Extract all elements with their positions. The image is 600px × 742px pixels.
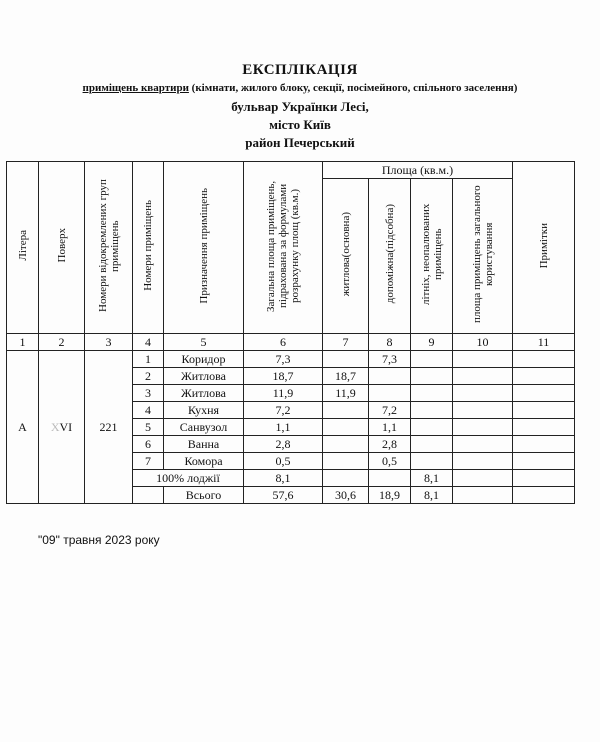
room-summer: [411, 351, 453, 368]
room-common: [453, 453, 513, 470]
floor-blurred: X: [50, 419, 60, 434]
total-common: [453, 487, 513, 504]
column-number: 6: [244, 334, 323, 351]
room-purpose: Житлова: [164, 385, 244, 402]
address-city: місто Київ: [269, 117, 331, 132]
loggia-label: 100% лоджії: [133, 470, 244, 487]
room-aux: 0,5: [369, 453, 411, 470]
room-common: [453, 385, 513, 402]
room-aux: 7,3: [369, 351, 411, 368]
room-notes: [513, 402, 575, 419]
total-living: 30,6: [323, 487, 369, 504]
room-number: 6: [133, 436, 164, 453]
subtitle-rest: (кімнати, жилого блоку, секції, посімейного, спільного заселення): [188, 82, 518, 94]
table-row: [7, 351, 575, 368]
room-total: 11,9: [244, 385, 323, 402]
subtitle-underlined: приміщень квартири: [82, 82, 189, 94]
column-numbers-row: [7, 334, 575, 351]
room-purpose: Коридор: [164, 351, 244, 368]
loggia-aux: [369, 470, 411, 487]
loggia-total: 8,1: [244, 470, 323, 487]
header-notes: Примітки: [513, 162, 575, 334]
room-purpose: Комора: [164, 453, 244, 470]
header-purpose: Призначення приміщень: [164, 162, 244, 334]
header-total-area: Загальна площа приміщень, підрахована за формулами розрахунку площ (кв.м.): [244, 162, 323, 334]
room-total: 1,1: [244, 419, 323, 436]
room-number: 1: [133, 351, 164, 368]
header-room-numbers: Номери приміщень: [133, 162, 164, 334]
room-living: [323, 351, 369, 368]
room-purpose: Кухня: [164, 402, 244, 419]
room-total: 18,7: [244, 368, 323, 385]
room-purpose: Санвузол: [164, 419, 244, 436]
total-label: Всього: [164, 487, 244, 504]
room-aux: 2,8: [369, 436, 411, 453]
column-number: 8: [369, 334, 411, 351]
room-summer: [411, 385, 453, 402]
column-number: 10: [453, 334, 513, 351]
room-summer: [411, 368, 453, 385]
room-total: 0,5: [244, 453, 323, 470]
room-total: 7,2: [244, 402, 323, 419]
room-number: 5: [133, 419, 164, 436]
room-summer: [411, 402, 453, 419]
loggia-common: [453, 470, 513, 487]
header-group-numbers: Номери відокремлених груп приміщень: [85, 162, 133, 334]
column-number: 4: [133, 334, 164, 351]
room-common: [453, 436, 513, 453]
room-common: [453, 351, 513, 368]
room-common: [453, 402, 513, 419]
room-total: 2,8: [244, 436, 323, 453]
column-number: 7: [323, 334, 369, 351]
document-date: "09" травня 2023 року: [38, 533, 160, 547]
room-summer: [411, 453, 453, 470]
header-area-group: Площа (кв.м.): [323, 162, 513, 179]
room-notes: [513, 368, 575, 385]
explication-table: [6, 161, 575, 504]
room-living: [323, 436, 369, 453]
litera-cell: А: [7, 351, 39, 504]
room-number: 2: [133, 368, 164, 385]
header-auxiliary: допоміжна(підсобна): [369, 179, 411, 334]
header-common: площа приміщень загального користування: [453, 179, 513, 334]
column-number: 1: [7, 334, 39, 351]
column-number: 2: [39, 334, 85, 351]
room-total: 7,3: [244, 351, 323, 368]
room-aux: 1,1: [369, 419, 411, 436]
loggia-notes: [513, 470, 575, 487]
room-aux: [369, 368, 411, 385]
room-common: [453, 419, 513, 436]
room-living: 18,7: [323, 368, 369, 385]
room-notes: [513, 453, 575, 470]
document-title: ЕКСПЛІКАЦІЯ: [242, 62, 358, 78]
header-summer: літніх, неопалюваних приміщень: [411, 179, 453, 334]
group-cell: 221: [85, 351, 133, 504]
floor-cell: [39, 351, 85, 504]
address-street: бульвар Українки Лесі,: [231, 99, 369, 114]
room-notes: [513, 436, 575, 453]
room-common: [453, 368, 513, 385]
loggia-summer: 8,1: [411, 470, 453, 487]
room-living: [323, 453, 369, 470]
total-summer: 8,1: [411, 487, 453, 504]
room-purpose: Житлова: [164, 368, 244, 385]
room-living: 11,9: [323, 385, 369, 402]
header-living: житлова(основна): [323, 179, 369, 334]
room-aux: 7,2: [369, 402, 411, 419]
column-number: 5: [164, 334, 244, 351]
room-summer: [411, 419, 453, 436]
room-purpose: Ванна: [164, 436, 244, 453]
room-aux: [369, 385, 411, 402]
room-number: 7: [133, 453, 164, 470]
room-number: 3: [133, 385, 164, 402]
room-living: [323, 419, 369, 436]
room-notes: [513, 351, 575, 368]
column-number: 11: [513, 334, 575, 351]
header-floor: Поверх: [39, 162, 85, 334]
column-number: 3: [85, 334, 133, 351]
room-notes: [513, 385, 575, 402]
room-summer: [411, 436, 453, 453]
total-area: 57,6: [244, 487, 323, 504]
header-litera: Літера: [7, 162, 39, 334]
address-district: район Печерський: [245, 135, 355, 150]
floor-visible: VI: [59, 419, 73, 434]
total-empty: [133, 487, 164, 504]
column-number: 9: [411, 334, 453, 351]
total-aux: 18,9: [369, 487, 411, 504]
room-living: [323, 402, 369, 419]
room-number: 4: [133, 402, 164, 419]
loggia-living: [323, 470, 369, 487]
total-notes: [513, 487, 575, 504]
document-subtitle: [0, 82, 600, 94]
room-notes: [513, 419, 575, 436]
